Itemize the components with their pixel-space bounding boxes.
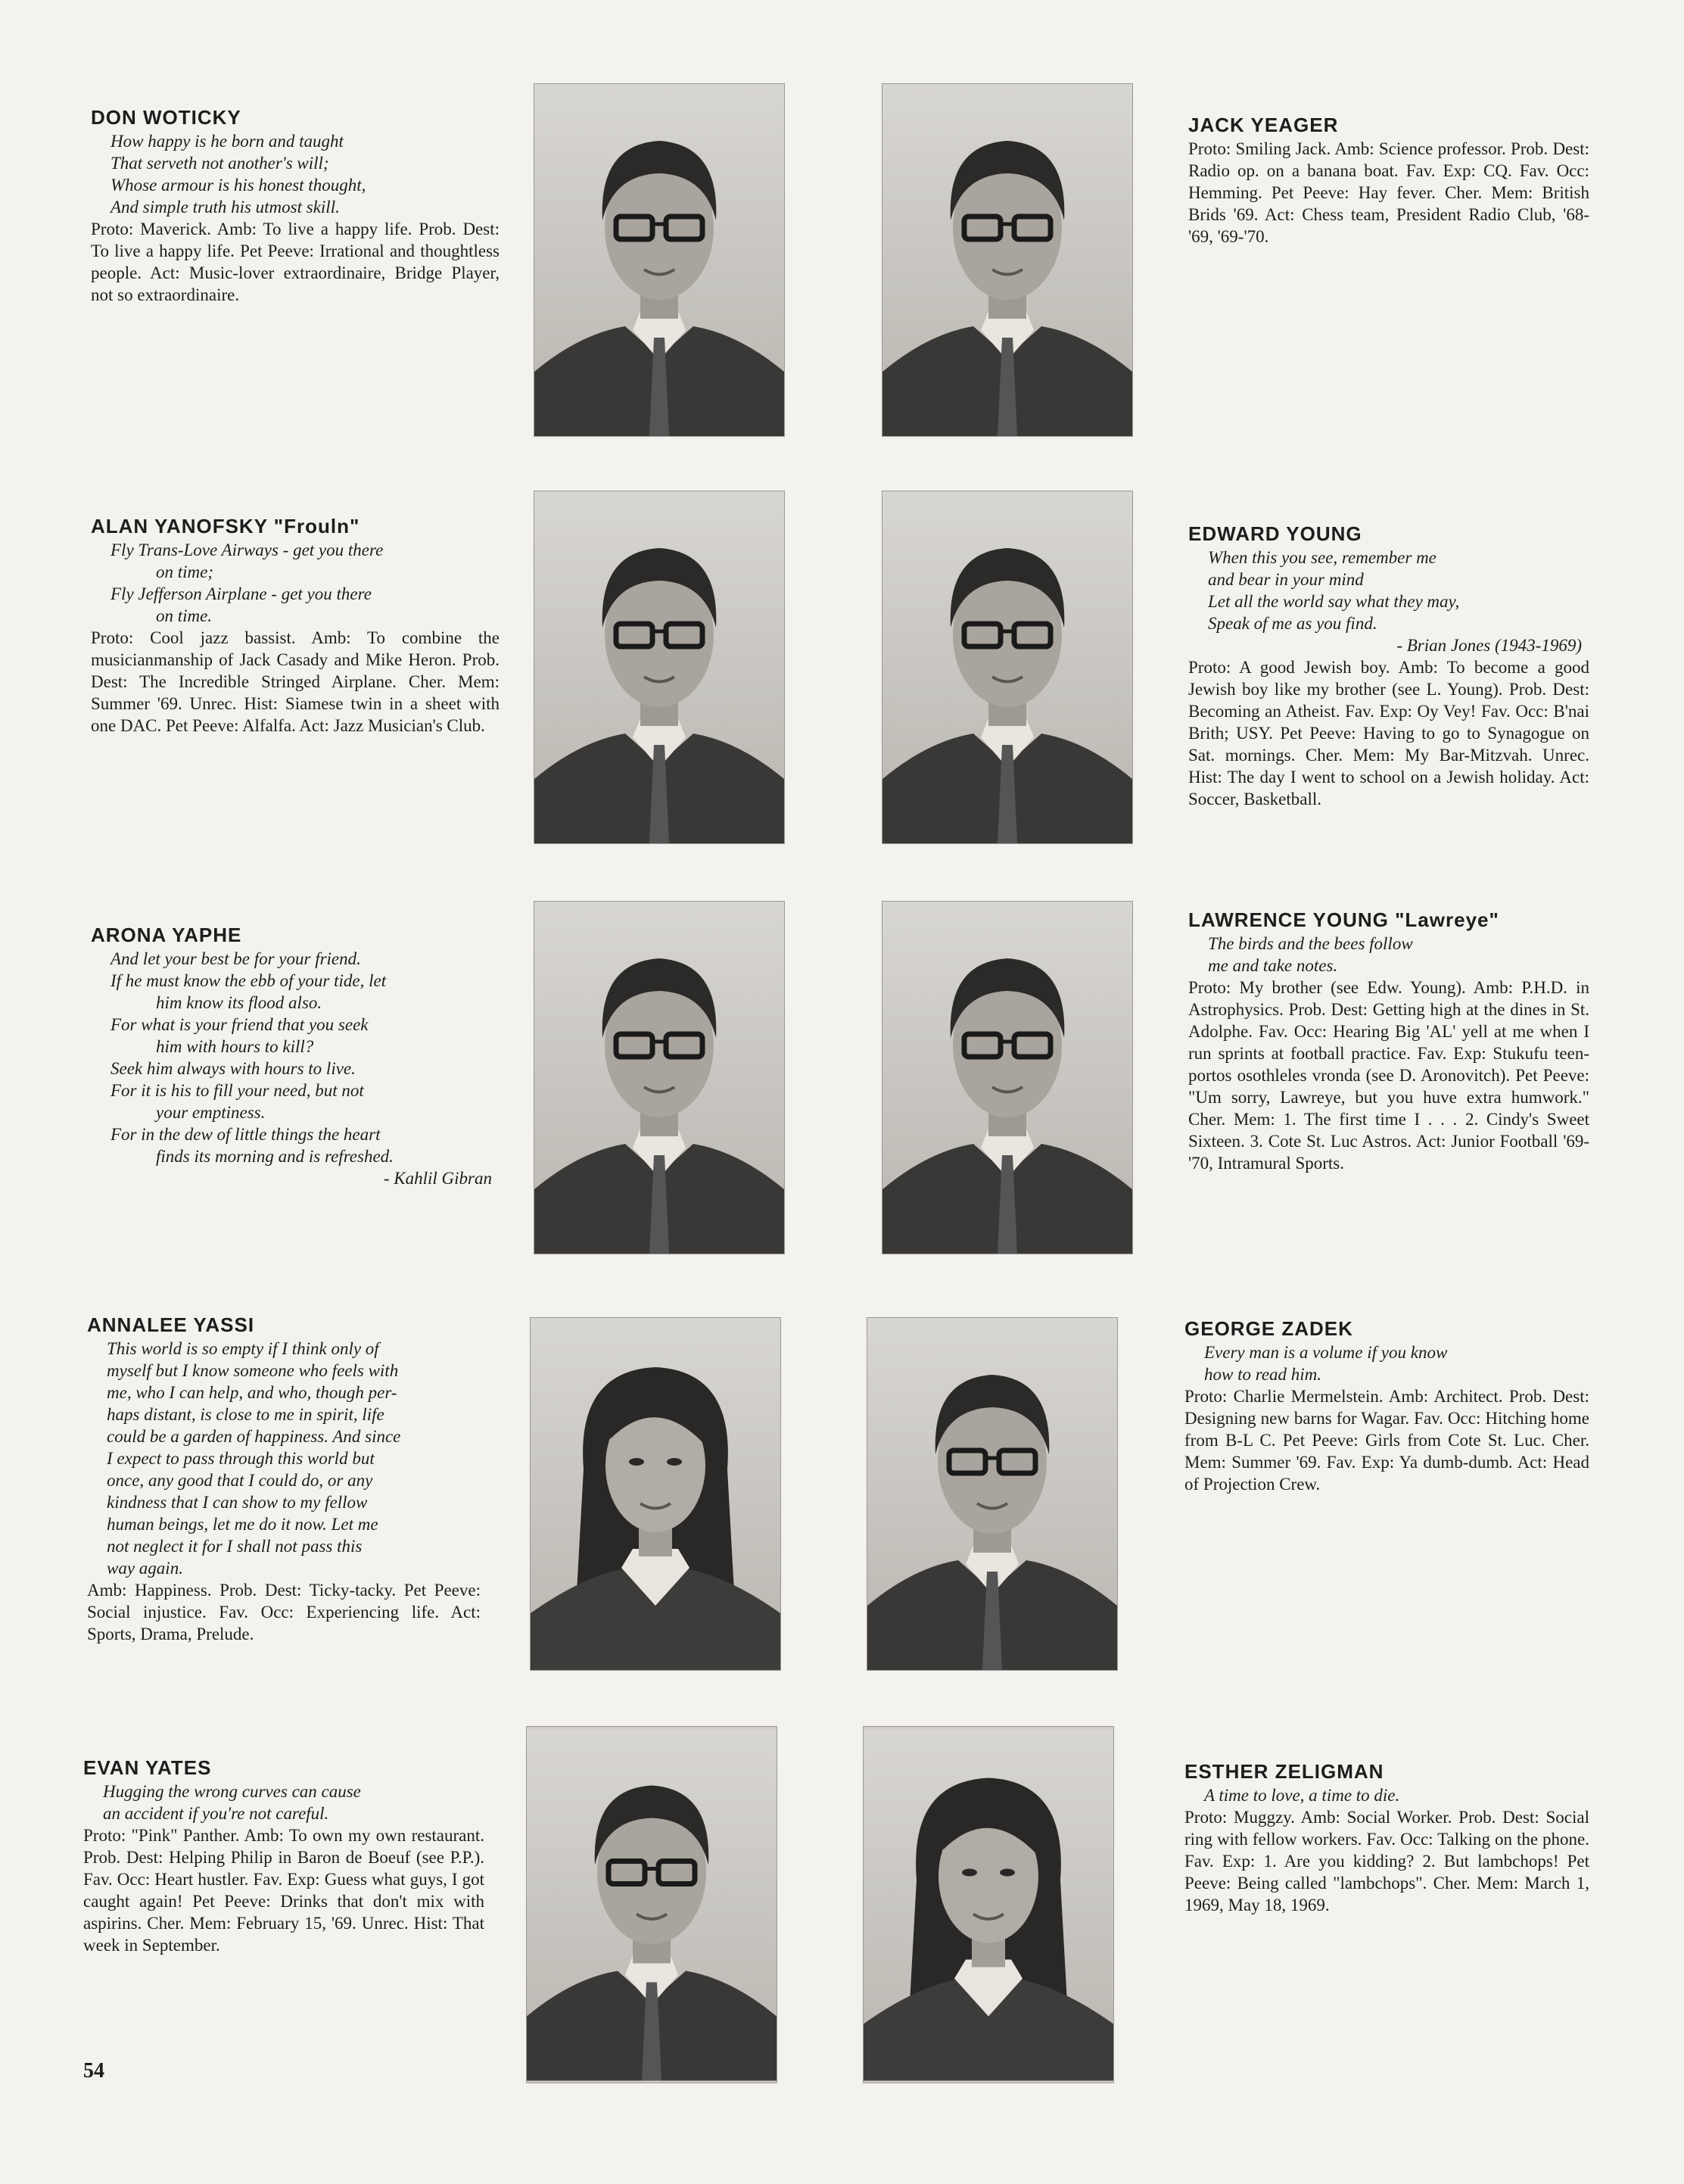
student-quote: Fly Trans-Love Airways - get you there on time; Fly Jefferson Airplane - get you there on time. (111, 541, 384, 625)
entry-don-woticky (91, 106, 500, 306)
photo-edward-young (882, 491, 1133, 844)
portrait-image (534, 902, 784, 1254)
photo-don-woticky (534, 83, 785, 437)
student-name: DON WOTICKY (91, 106, 241, 129)
entry-arona-yaphe (91, 924, 500, 1189)
photo-arona-yaphe (534, 901, 785, 1254)
portrait-image (527, 1727, 777, 2083)
photo-alan-yanofsky (534, 491, 785, 844)
student-quote: And let your best be for your friend. If he must know the ebb of your tide, let him know its flood also. For what is your friend that you seek him with hours to kill? Seek him always with hours to live. For it is his to fill your need, but not your emptiness. For in the dew of little things the heart finds its morning and is refreshed. - Kahlil Gibran (111, 949, 492, 1188)
student-name: LAWRENCE YOUNG "Lawreye" (1188, 908, 1499, 931)
student-bio: Proto: Charlie Mermelstein. Amb: Architect. Prob. Dest: Designing new barns for Wagar. Fav. Occ: Hitching home from B-L C. Pet Peeve: Girls from Cote St. Luc. Cher. Mem: Summer '69. Fav. Exp: Ya dumb-dumb. Act: Head of Projection Crew. (1184, 1387, 1589, 1494)
student-quote: When this you see, remember me and bear in your mind Let all the world say what they may, Speak of me as you find. - Brian Jones (1943-1969) (1208, 548, 1582, 655)
portrait-image (867, 1318, 1117, 1670)
photo-jack-yeager (882, 83, 1133, 437)
student-quote: A time to love, a time to die. (1204, 1786, 1400, 1805)
portrait-image (882, 84, 1132, 436)
entry-george-zadek (1184, 1317, 1589, 1495)
student-quote: How happy is he born and taught That serveth not another's will; Whose armour is his honest thought, And simple truth his utmost skill. (111, 132, 366, 217)
student-bio: Proto: A good Jewish boy. Amb: To become a good Jewish boy like my brother (see L. Young). Prob. Dest: Becoming an Atheist. Fav. Exp: Oy Vey! Fav. Occ: B'nai Brith; USY. Pet Peeve: Having to go to Synagogue on Sat. mornings. Cher. Mem: My Bar-Mitzvah. Unrec. Hist: The day I went to school on a Jewish holiday. Act: Soccer, Basketball. (1188, 658, 1589, 808)
photo-lawrence-young (882, 901, 1133, 1254)
portrait-image (882, 491, 1132, 843)
student-quote: Every man is a volume if you know how to read him. (1204, 1343, 1448, 1384)
student-name: JACK YEAGER (1188, 114, 1339, 136)
entry-annalee-yassi (87, 1313, 481, 1645)
photo-esther-zeligman (863, 1726, 1114, 2083)
student-name: EVAN YATES (83, 1756, 212, 1779)
student-quote: This world is so empty if I think only of myself but I know someone who feels with me, who I can help, and who, though per- haps distant, is close to me in spirit, life could be a garden of happiness. And since I expect to pass through this world but once, any good that I could do, or any kindness that I can show to my fellow human beings, let me do it now. Let me not neglect it for I shall not pass this way again. (107, 1339, 401, 1578)
page-number: 54 (83, 2059, 104, 2083)
student-bio: Amb: Happiness. Prob. Dest: Ticky-tacky. Pet Peeve: Social injustice. Fav. Occ: Experiencing life. Act: Sports, Drama, Prelude. (87, 1581, 481, 1643)
entry-alan-yanofsky (91, 515, 500, 737)
student-bio: Proto: Maverick. Amb: To live a happy life. Prob. Dest: To live a happy life. Pet Peeve: Irrational and thoughtless people. Act: Music-lover extraordinaire, Bridge Player, not so extraordinaire. (91, 220, 500, 304)
entry-esther-zeligman (1184, 1760, 1589, 1916)
student-name: ANNALEE YASSI (87, 1313, 255, 1336)
photo-evan-yates (526, 1726, 777, 2083)
entry-evan-yates (83, 1756, 484, 1956)
student-quote: Hugging the wrong curves can cause an accident if you're not careful. (103, 1782, 361, 1823)
student-bio: Proto: Cool jazz bassist. Amb: To combine the musicianmanship of Jack Casady and Mike Heron. Prob. Dest: The Incredible Stringed Airplane. Cher. Mem: Summer '69. Unrec. Hist: Siamese twin in a sheet with one DAC. Pet Peeve: Alfalfa. Act: Jazz Musician's Club. (91, 628, 500, 735)
entry-jack-yeager (1188, 114, 1589, 248)
student-name: EDWARD YOUNG (1188, 522, 1362, 545)
entry-edward-young (1188, 522, 1589, 810)
student-bio: Proto: Smiling Jack. Amb: Science professor. Prob. Dest: Radio op. on a banana boat. Fav. Exp: CQ. Fav. Occ: Hemming. Pet Peeve: Hay fever. Cher. Mem: British Brids '69. Act: Chess team, President Radio Club, '68-'69, '69-'70. (1188, 139, 1589, 246)
entry-lawrence-young (1188, 908, 1589, 1174)
portrait-image (534, 491, 784, 843)
student-quote: The birds and the bees follow me and take notes. (1208, 934, 1413, 975)
student-name: ESTHER ZELIGMAN (1184, 1760, 1384, 1783)
portrait-image (864, 1727, 1113, 2083)
student-name: ARONA YAPHE (91, 924, 242, 946)
student-name: GEORGE ZADEK (1184, 1317, 1353, 1340)
portrait-image (882, 902, 1132, 1254)
portrait-image (534, 84, 784, 436)
portrait-image (531, 1318, 780, 1670)
student-bio: Proto: My brother (see Edw. Young). Amb: P.H.D. in Astrophysics. Prob. Dest: Getting high at the dines in St. Adolphe. Fav. Occ: Hearing Big 'AL' yell at me when I run sprints at football practice. Fav. Exp: Stukufu teen-portos osothleles vronda (see D. Aronovitch). Pet Peeve: "Um sorry, Lawreye, but you huve extra humwork." Cher. Mem: 1. The first time I . . . 2. Cindy's Sweet Sixteen. 3. Cote St. Luc Astros. Act: Junior Football '69-'70, Intramural Sports. (1188, 978, 1589, 1173)
photo-annalee-yassi (530, 1317, 781, 1671)
student-bio: Proto: Muggzy. Amb: Social Worker. Prob. Dest: Social ring with fellow workers. Fav. Occ: Talking on the phone. Fav. Exp: 1. Are you kidding? 2. But lambchops! Pet Peeve: Being called "lambchops". Cher. Mem: March 1, 1969, May 18, 1969. (1184, 1808, 1589, 1915)
photo-george-zadek (867, 1317, 1118, 1671)
student-bio: Proto: "Pink" Panther. Amb: To own my own restaurant. Prob. Dest: Helping Philip in Baron de Boeuf (see P.P.). Fav. Occ: Heart hustler. Fav. Exp: Guess what guys, I got caught again! Pet Peeve: Drinks that don't mix with aspirins. Cher. Mem: February 15, '69. Unrec. Hist: That week in September. (83, 1826, 484, 1955)
student-name: ALAN YANOFSKY "Frouln" (91, 515, 360, 537)
